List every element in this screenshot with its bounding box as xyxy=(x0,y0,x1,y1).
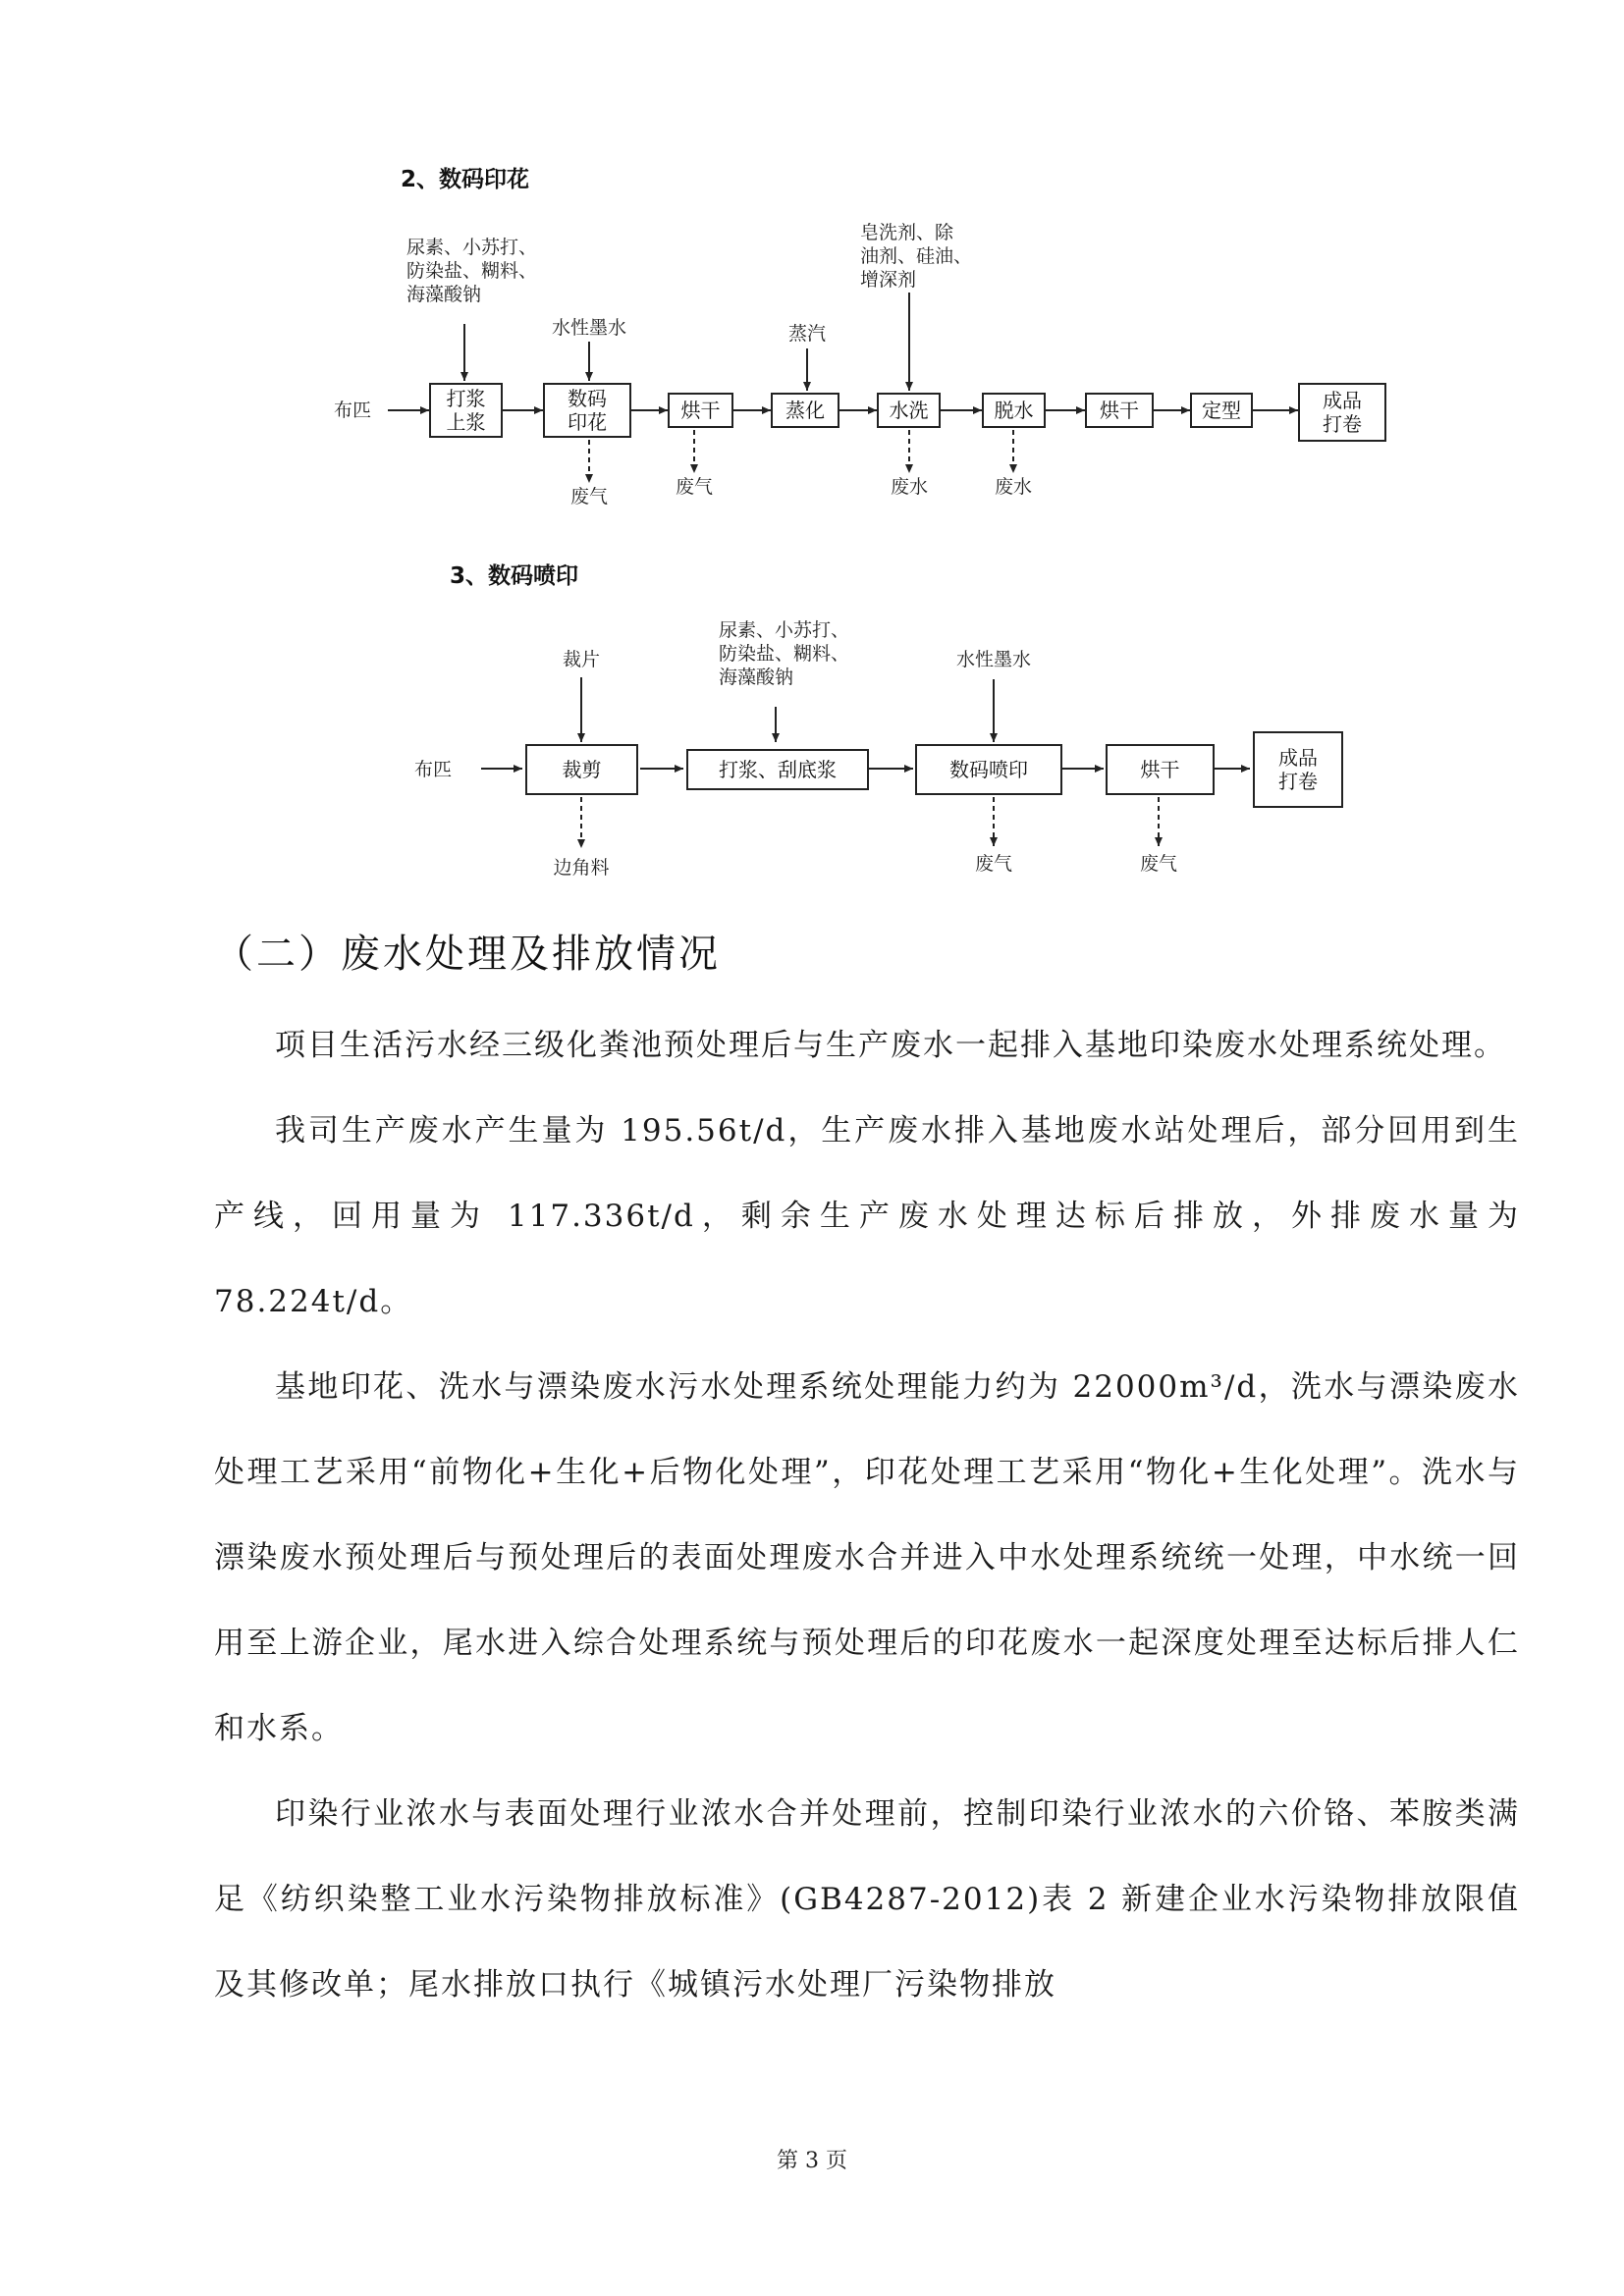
diagram-3-cut-piece-label: 裁片 xyxy=(562,649,601,670)
diagram-2-step-washing: 水洗 xyxy=(877,393,941,428)
paragraph-4: 印染行业浓水与表面处理行业浓水合并处理前，控制印染行业浓水的六价铬、苯胺类满足《纺织染整工业水污染物排放标准》(GB4287-2012)表 2 新建企业水污染物排放限值及其修改单；尾水排放口执行《城镇污水处理厂污染物排放 xyxy=(214,1796,1520,2002)
diagram-3-step-finished-rolling: 成品 打卷 xyxy=(1253,731,1343,808)
diagram-2-steam-label: 蒸汽 xyxy=(787,323,827,345)
diagram-3-step-digital-jet-printing: 数码喷印 xyxy=(915,744,1062,795)
diagram-2-output-exhaust-1: 废气 xyxy=(569,486,609,507)
diagram-2-title: 2、数码印花 xyxy=(401,167,530,192)
section-heading: （二）废水处理及排放情况 xyxy=(214,932,721,977)
diagram-2-step-digital-printing: 数码 印花 xyxy=(543,383,631,438)
section-body xyxy=(214,1003,1520,2028)
diagram-2-step-setting: 定型 xyxy=(1190,393,1253,428)
diagram-2-output-wastewater-2: 废水 xyxy=(994,476,1033,498)
diagram-2-step-finished-rolling: 成品 打卷 xyxy=(1298,383,1386,442)
diagram-3-slurry-label: 尿素、小苏打、 防染盐、糊料、 海藻酸钠 xyxy=(719,619,850,688)
paragraph-3: 基地印花、洗水与漂染废水污水处理系统处理能力约为 22000m³/d，洗水与漂染废水处理工艺采用“前物化+生化+后物化处理”，印花处理工艺采用“物化+生化处理”。洗水与漂染废水预处理后与预处理后的表面处理废水合并进入中水处理系统统一处理，中水统一回用至上游企业，尾水进入综合处理系统与预处理后的印花废水一起深度处理至达标后排人仁和水系。 xyxy=(214,1369,1521,1746)
diagram-3-source-label: 布匹 xyxy=(414,759,453,780)
diagram-3-title: 3、数码喷印 xyxy=(450,563,579,589)
diagram-2-step-dewatering: 脱水 xyxy=(982,393,1046,428)
diagram-2-output-wastewater-1: 废水 xyxy=(890,476,929,498)
diagram-3-step-cutting: 裁剪 xyxy=(525,744,638,795)
page-number: 第 3 页 xyxy=(777,2149,847,2173)
diagram-2-ink-label: 水性墨水 xyxy=(551,317,627,339)
diagram-3-output-exhaust-2: 废气 xyxy=(1139,853,1178,875)
diagram-2-step-drying: 烘干 xyxy=(668,393,733,428)
diagram-2-source-label: 布匹 xyxy=(334,400,372,421)
diagram-2-washing-agents-label: 皂洗剂、除 油剂、硅油、 增深剂 xyxy=(860,222,973,291)
diagram-3-output-exhaust-1: 废气 xyxy=(974,853,1013,875)
paragraph-2: 我司生产废水产生量为 195.56t/d，生产废水排入基地废水站处理后，部分回用到生产线，回用量为 117.336t/d，剩余生产废水处理达标后排放，外排废水量为 78.224t/d。 xyxy=(214,1113,1520,1319)
paragraph-1: 项目生活污水经三级化粪池预处理后与生产废水一起排入基地印染废水处理系统处理。 xyxy=(275,1028,1506,1063)
diagram-2-step-drying-2: 烘干 xyxy=(1085,393,1154,428)
diagram-2-output-exhaust-2: 废气 xyxy=(675,476,714,498)
diagram-3-step-drying: 烘干 xyxy=(1106,744,1215,795)
diagram-2-step-steaming: 蒸化 xyxy=(771,393,839,428)
diagram-3-output-offcuts: 边角料 xyxy=(553,857,610,879)
diagram-3-ink-label: 水性墨水 xyxy=(955,649,1032,670)
diagram-2-step-sizing: 打浆 上浆 xyxy=(429,383,503,438)
diagram-3-step-sizing-coating: 打浆、刮底浆 xyxy=(686,749,869,790)
diagram-2-additives-label: 尿素、小苏打、 防染盐、糊料、 海藻酸钠 xyxy=(406,237,538,305)
